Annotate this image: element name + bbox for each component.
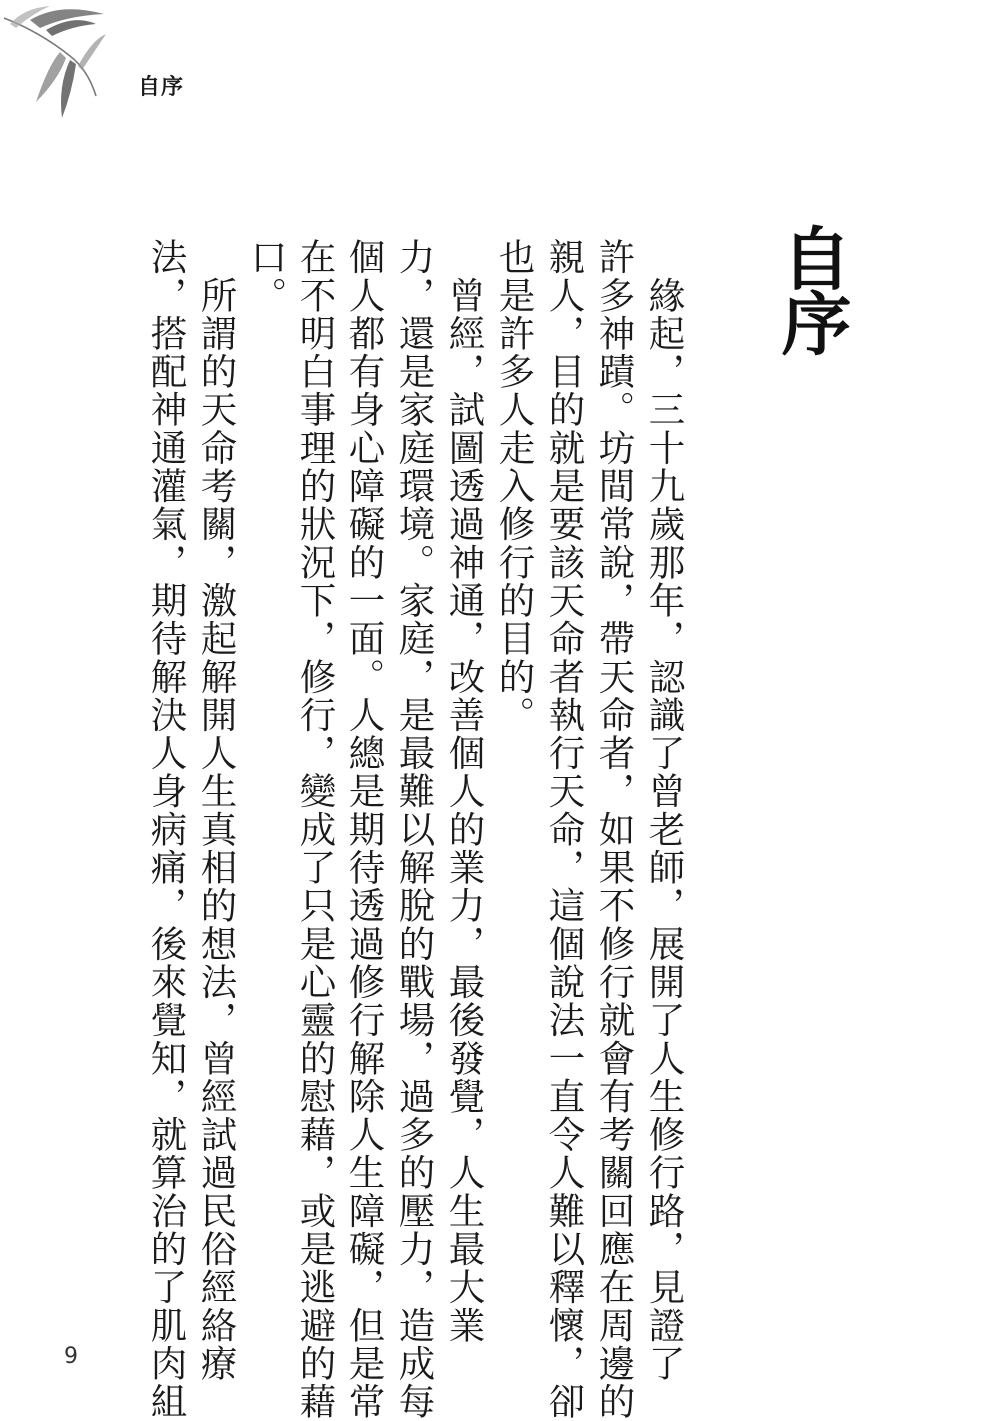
text-column: 在不明白事理的狀況下，修行，變成了只是心靈的慰藉，或是逃避的藉 <box>294 238 337 1421</box>
page-header <box>0 0 260 140</box>
page-number: 9 <box>64 1344 78 1369</box>
body-text <box>128 238 688 1421</box>
text-column: 法，搭配神通灌氣，期待解決人身病痛，後來覺知，就算治的了肌肉組 <box>145 238 188 1421</box>
text-column: 個人都有身心障礙的一面。人總是期待透過修行解除人生障礙，但是常 <box>343 238 386 1421</box>
text-column: 所謂的天命考關，激起解開人生真相的想法，曾經試過民俗經絡療 <box>195 238 238 1383</box>
text-column: 也是許多人走入修行的目的。 <box>493 238 536 734</box>
text-column: 許多神蹟。坊間常說，帶天命者，如果不修行就會有考關回應在周邊的 <box>593 238 636 1421</box>
text-column: 緣起，三十九歲那年，認識了曾老師，展開了人生修行路，見證了 <box>643 238 686 1383</box>
text-column: 口。 <box>245 238 288 315</box>
text-column: 親人，目的就是要該天命者執行天命，這個說法一直令人難以釋懷，卻 <box>543 238 586 1421</box>
bamboo-leaves-icon <box>0 0 200 130</box>
text-column: 曾經，試圖透過神通，改善個人的業力，最後發覺，人生最大業 <box>443 238 486 1345</box>
text-column: 力，還是家庭環境。家庭，是最難以解脫的戰場，過多的壓力，造成每 <box>393 238 436 1421</box>
running-head: 自序 <box>138 75 185 100</box>
chapter-title: 自序 <box>770 223 853 353</box>
